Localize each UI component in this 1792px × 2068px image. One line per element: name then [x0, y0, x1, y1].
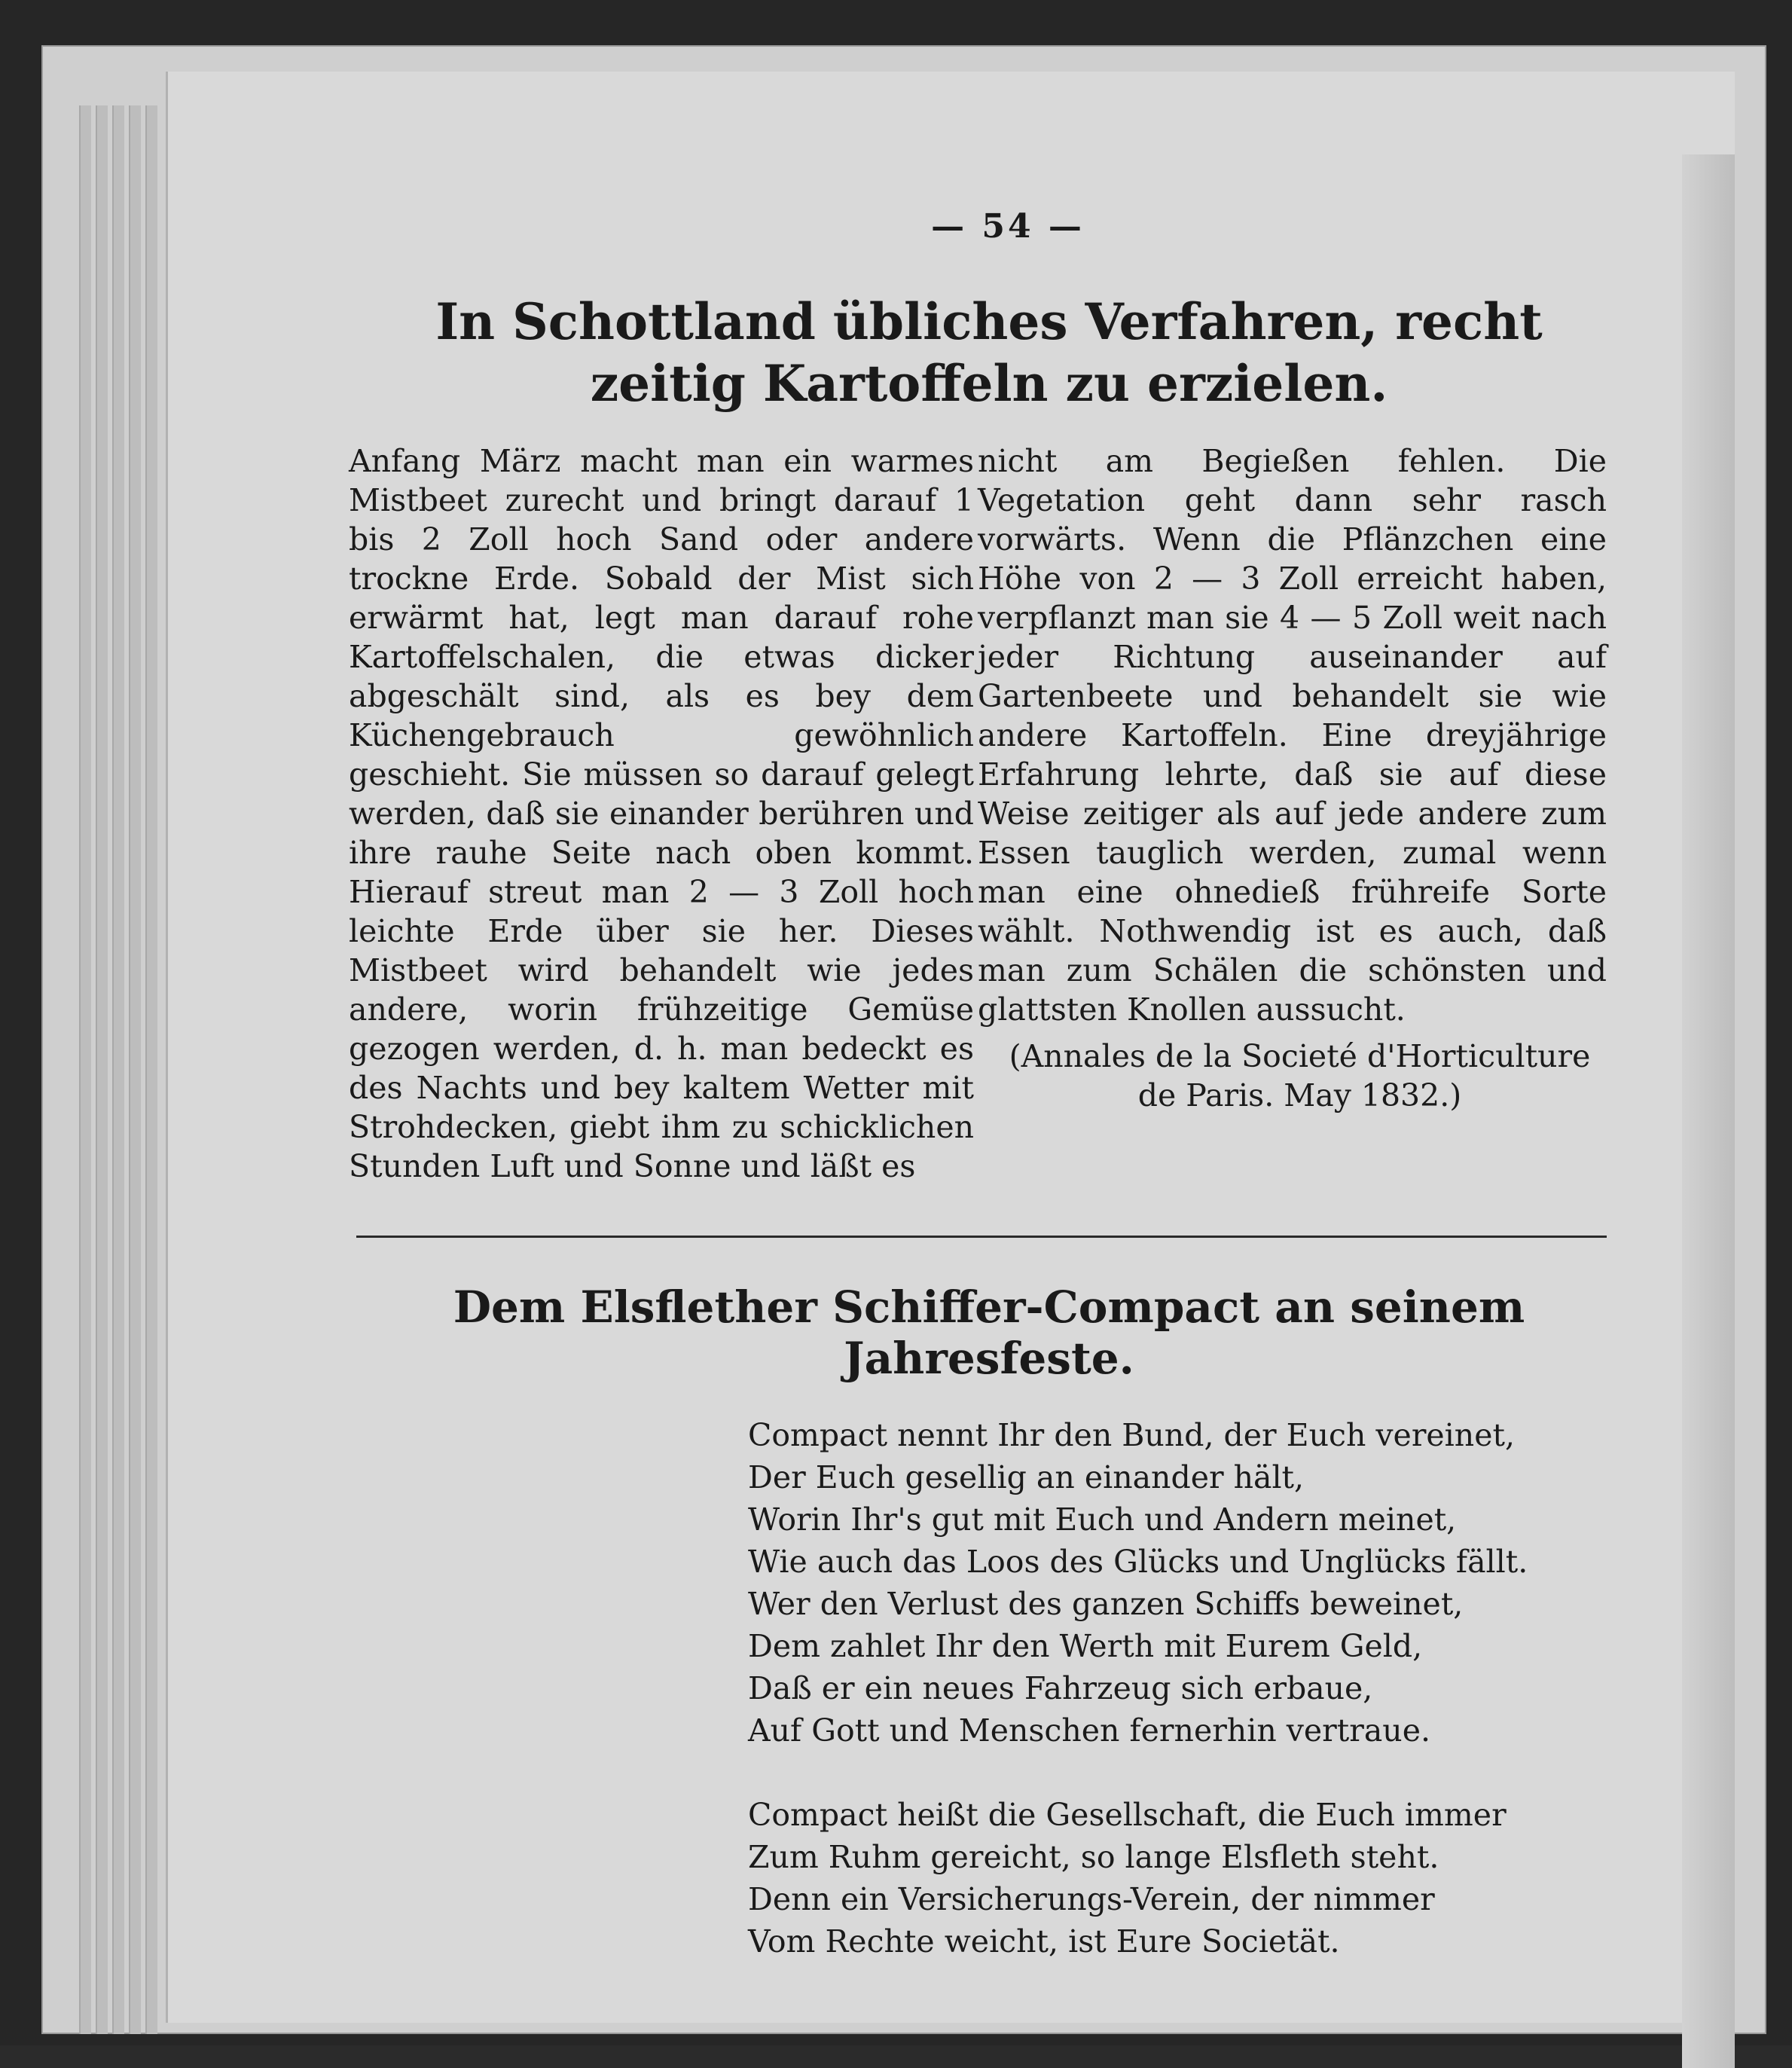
poem-line: Worin Ihr's gut mit Euch und Andern meinet, — [748, 1501, 1457, 1538]
poem-stanza-1 — [748, 1414, 1607, 1752]
article-source: (Annales de la Societé d'Horticulture de Paris. May 1832.) — [1009, 1038, 1591, 1113]
section-divider — [356, 1236, 1607, 1238]
article-right-text: nicht am Begießen fehlen. Die Vegetation geht dann sehr rasch vorwärts. Wenn die Pflänzchen eine Höhe von 2 — 3 Zoll erreicht haben, verpflanzt man sie 4 — 5 Zoll weit nach jeder Richtung auseinander auf Gartenbeete und behandelt sie wie andere Kartoffeln. Eine dreyjährige Erfahrung lehrte, daß sie auf diese Weise zeitiger als auf jede andere zum Essen tauglich werden, zumal wenn man eine ohnedieß frühreife Sorte wählt. Nothwendig ist es auch, daß man zum Schälen die schönsten und glattsten Knollen aussucht. — [978, 443, 1607, 1028]
poem-title: Dem Elsflether Schiffer-Compact an seinem Jahresfeste. — [453, 1281, 1525, 1384]
poem-line: Wie auch das Loos des Glücks und Unglücks fällt. — [748, 1544, 1528, 1580]
poem-line: Auf Gott und Menschen fernerhin vertraue. — [748, 1712, 1431, 1749]
poem-line: Daß er ein neues Fahrzeug sich erbaue, — [748, 1670, 1373, 1706]
poem-line: Dem zahlet Ihr den Werth mit Eurem Geld, — [748, 1628, 1423, 1664]
poem-line: Compact nennt Ihr den Bund, der Euch vereinet, — [748, 1417, 1515, 1453]
poem-line: Zum Ruhm gereicht, so lange Elsfleth steht. — [748, 1839, 1439, 1875]
page-edge — [129, 105, 141, 2034]
poem-line: Compact heißt die Gesellschaft, die Euch immer — [748, 1797, 1507, 1833]
page-edge — [96, 105, 108, 2034]
poem-line: Denn ein Versicherungs-Verein, der nimmer — [748, 1881, 1435, 1917]
article-left-column — [349, 441, 974, 1186]
article-title: In Schottland übliches Verfahren, recht zeitig Kartoffeln zu erzielen. — [435, 292, 1543, 413]
poem-stanza-2 — [748, 1794, 1607, 1963]
poem-line: Wer den Verlust des ganzen Schiffs beweinet, — [748, 1586, 1464, 1622]
page-number: — 54 — — [931, 207, 1085, 246]
book-page — [166, 72, 1735, 2023]
page-edge — [112, 105, 124, 2034]
poem-line: Vom Rechte weicht, ist Eure Societät. — [748, 1923, 1340, 1960]
page-right-edge — [1682, 154, 1735, 2068]
page-content — [341, 207, 1607, 1963]
page-edge — [79, 105, 91, 2034]
article-columns — [341, 441, 1607, 1186]
article-left-text: Anfang März macht man ein warmes Mistbeet zurecht und bringt darauf 1 bis 2 Zoll hoch Sand oder andere trockne Erde. Sobald der Mist sich erwärmt hat, legt man darauf rohe Kartoffelschalen, die etwas dicker abgeschält sind, als es bey dem Küchengebrauch gewöhnlich geschieht. Sie müssen so darauf gelegt werden, daß sie einander berühren und ihre rauhe Seite nach oben kommt. Hierauf streut man 2 — 3 Zoll hoch leichte Erde über sie her. Dieses Mistbeet wird behandelt wie jedes andere, worin frühzeitige Gemüse gezogen werden, d. h. man bedeckt es des Nachts und bey kaltem Wetter mit Strohdecken, giebt ihm zu schicklichen Stunden Luft und Sonne und läßt es — [349, 443, 974, 1184]
poem-line: Der Euch gesellig an einander hält, — [748, 1459, 1305, 1495]
page-edge — [145, 105, 157, 2034]
article-right-column — [978, 441, 1607, 1186]
